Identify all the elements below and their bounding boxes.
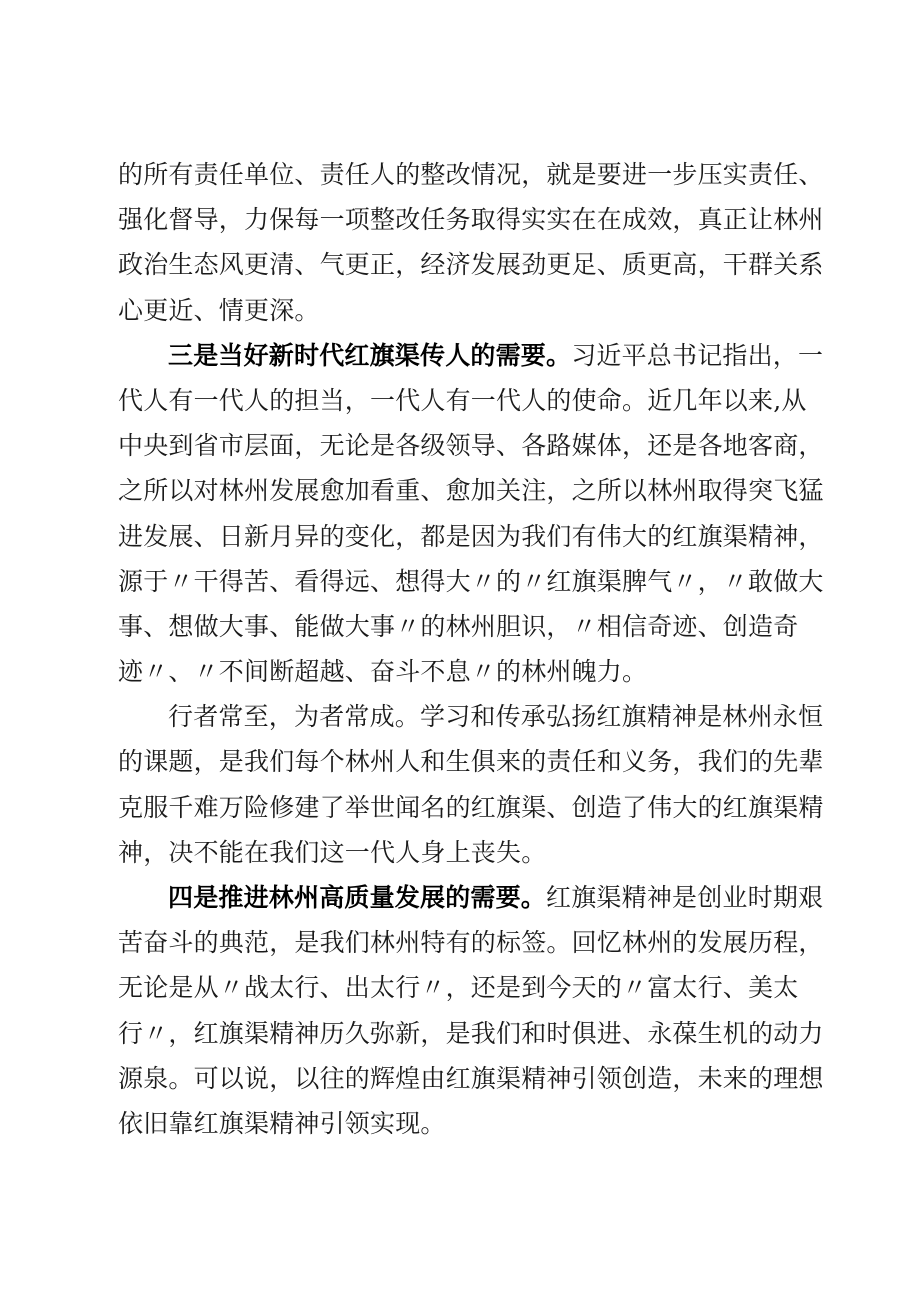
text-line: 之所以对林州发展愈加看重、愈加关注，之所以林州取得突飞猛 <box>118 476 824 506</box>
text-line: 克服千难万险修建了举世闻名的红旗渠、创造了伟大的红旗渠精 <box>118 792 824 822</box>
text-line: 的所有责任单位、责任人的整改情况，就是要进一步压实责任、 <box>118 160 824 189</box>
text-line: 苦奋斗的典范，是我们林州特有的标签。回忆林州的发展历程， <box>118 928 824 958</box>
text-line: 强化督导，力保每一项整改任务取得实实在在成效，真正让林州 <box>118 205 824 235</box>
document-page <box>118 152 824 1146</box>
section-heading: 三是当好新时代红旗渠传人的需要。 <box>168 340 572 370</box>
text-run: 红旗渠精神是创业时期艰 <box>546 883 824 912</box>
text-line: 迹〃、〃不间断超越、奋斗不息〃的林州魄力。 <box>118 657 648 687</box>
paragraph-continuation <box>118 152 824 333</box>
text-line: 神，决不能在我们这一代人身上丧失。 <box>118 837 547 867</box>
text-line: 行者常至，为者常成。学习和传承弘扬红旗精神是林州永恒 <box>168 702 824 732</box>
paragraph-body <box>118 694 824 875</box>
text-line <box>118 333 824 378</box>
text-line: 政治生态风更清、气更正，经济发展劲更足、质更高，干群关系 <box>118 250 824 280</box>
text-line: 的课题，是我们每个林州人和生俱来的责任和义务，我们的先辈 <box>118 747 824 777</box>
text-line: 源于〃干得苦、看得远、想得大〃的〃红旗渠脾气〃，〃敢做大 <box>118 566 824 596</box>
text-line: 进发展、日新月异的变化，都是因为我们有伟大的红旗渠精神， <box>118 521 824 551</box>
text-run: 习近平总书记指出，一 <box>571 340 824 370</box>
text-line: 中央到省市层面，无论是各级领导、各路媒体，还是各地客商， <box>118 431 824 461</box>
text-line: 依旧靠红旗渠精神引领实现。 <box>118 1108 446 1138</box>
text-line <box>118 875 824 920</box>
section-heading: 四是推进林州高质量发展的需要。 <box>168 883 547 912</box>
text-line: 源泉。可以说，以往的辉煌由红旗渠精神引领创造，未来的理想 <box>118 1063 824 1093</box>
paragraph-point-three <box>118 333 824 695</box>
paragraph-point-four <box>118 875 824 1146</box>
text-line: 代人有一代人的担当，一代人有一代人的使命。近几年以来,从 <box>118 385 807 415</box>
text-line: 行〃，红旗渠精神历久弥新，是我们和时俱进、永葆生机的动力 <box>118 1018 824 1048</box>
text-line: 事、想做大事、能做大事〃的林州胆识，〃相信奇迹、创造奇 <box>118 611 799 641</box>
text-line: 心更近、情更深。 <box>118 295 320 325</box>
text-line: 无论是从〃战太行、出太行〃，还是到今天的〃富太行、美太 <box>118 973 799 1003</box>
